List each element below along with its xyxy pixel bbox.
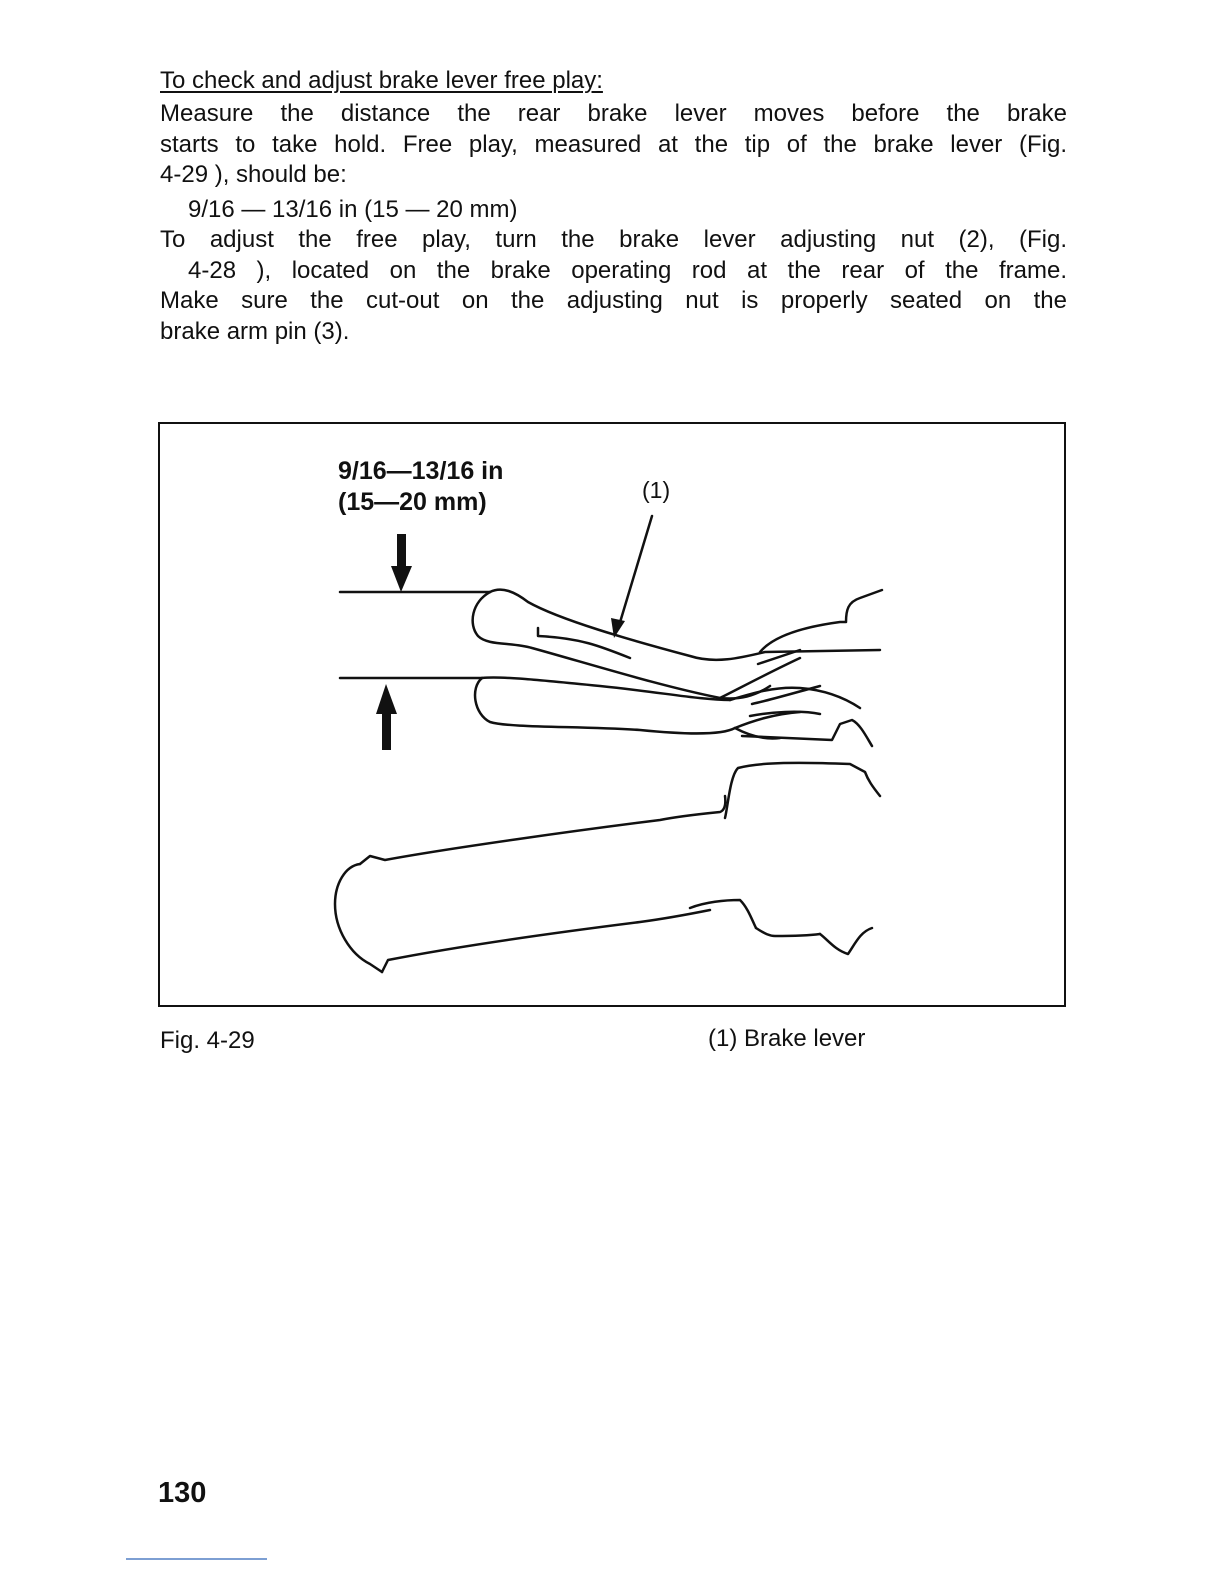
- dimension-label-inch: 9/16—13/16 in: [338, 457, 504, 485]
- callout-leader-line: [618, 516, 652, 629]
- page-number: 130: [158, 1477, 207, 1509]
- text-line: Make sure the cut-out on the adjusting nut is properly seated on the: [160, 287, 1067, 314]
- instruction-paragraph-adjust: [160, 225, 1067, 347]
- text-line: 4-29 ), should be:: [160, 161, 347, 188]
- dimension-label-mm: (15—20 mm): [338, 488, 487, 516]
- callout-number-1: (1): [642, 477, 671, 503]
- text-line: 4-28 ), located on the brake operating rod at the rear of the frame.: [188, 256, 1067, 284]
- text-line: Measure the distance the rear brake lever moves before the brake: [160, 100, 1067, 127]
- figure-caption: Fig. 4-29: [160, 1027, 255, 1054]
- handlebar-grip-outline: [335, 864, 382, 972]
- figure-legend: (1) Brake lever: [708, 1025, 866, 1052]
- brake-lever-illustration: [160, 424, 1064, 1005]
- text-line: starts to take hold. Free play, measured at the tip of the brake lever (Fig.: [160, 130, 1067, 158]
- scan-edge-mark: [126, 1558, 267, 1560]
- text-line: To adjust the free play, turn the brake lever adjusting nut (2), (Fig.: [160, 226, 1067, 253]
- free-play-spec: 9/16 — 13/16 in (15 — 20 mm): [188, 196, 518, 223]
- lever-lower-outline: [482, 677, 730, 700]
- text-line: brake arm pin (3).: [160, 317, 350, 345]
- figure-brake-lever-free-play: [158, 422, 1066, 1007]
- section-heading: To check and adjust brake lever free play:: [160, 67, 603, 94]
- instruction-paragraph-measure: [160, 99, 1067, 191]
